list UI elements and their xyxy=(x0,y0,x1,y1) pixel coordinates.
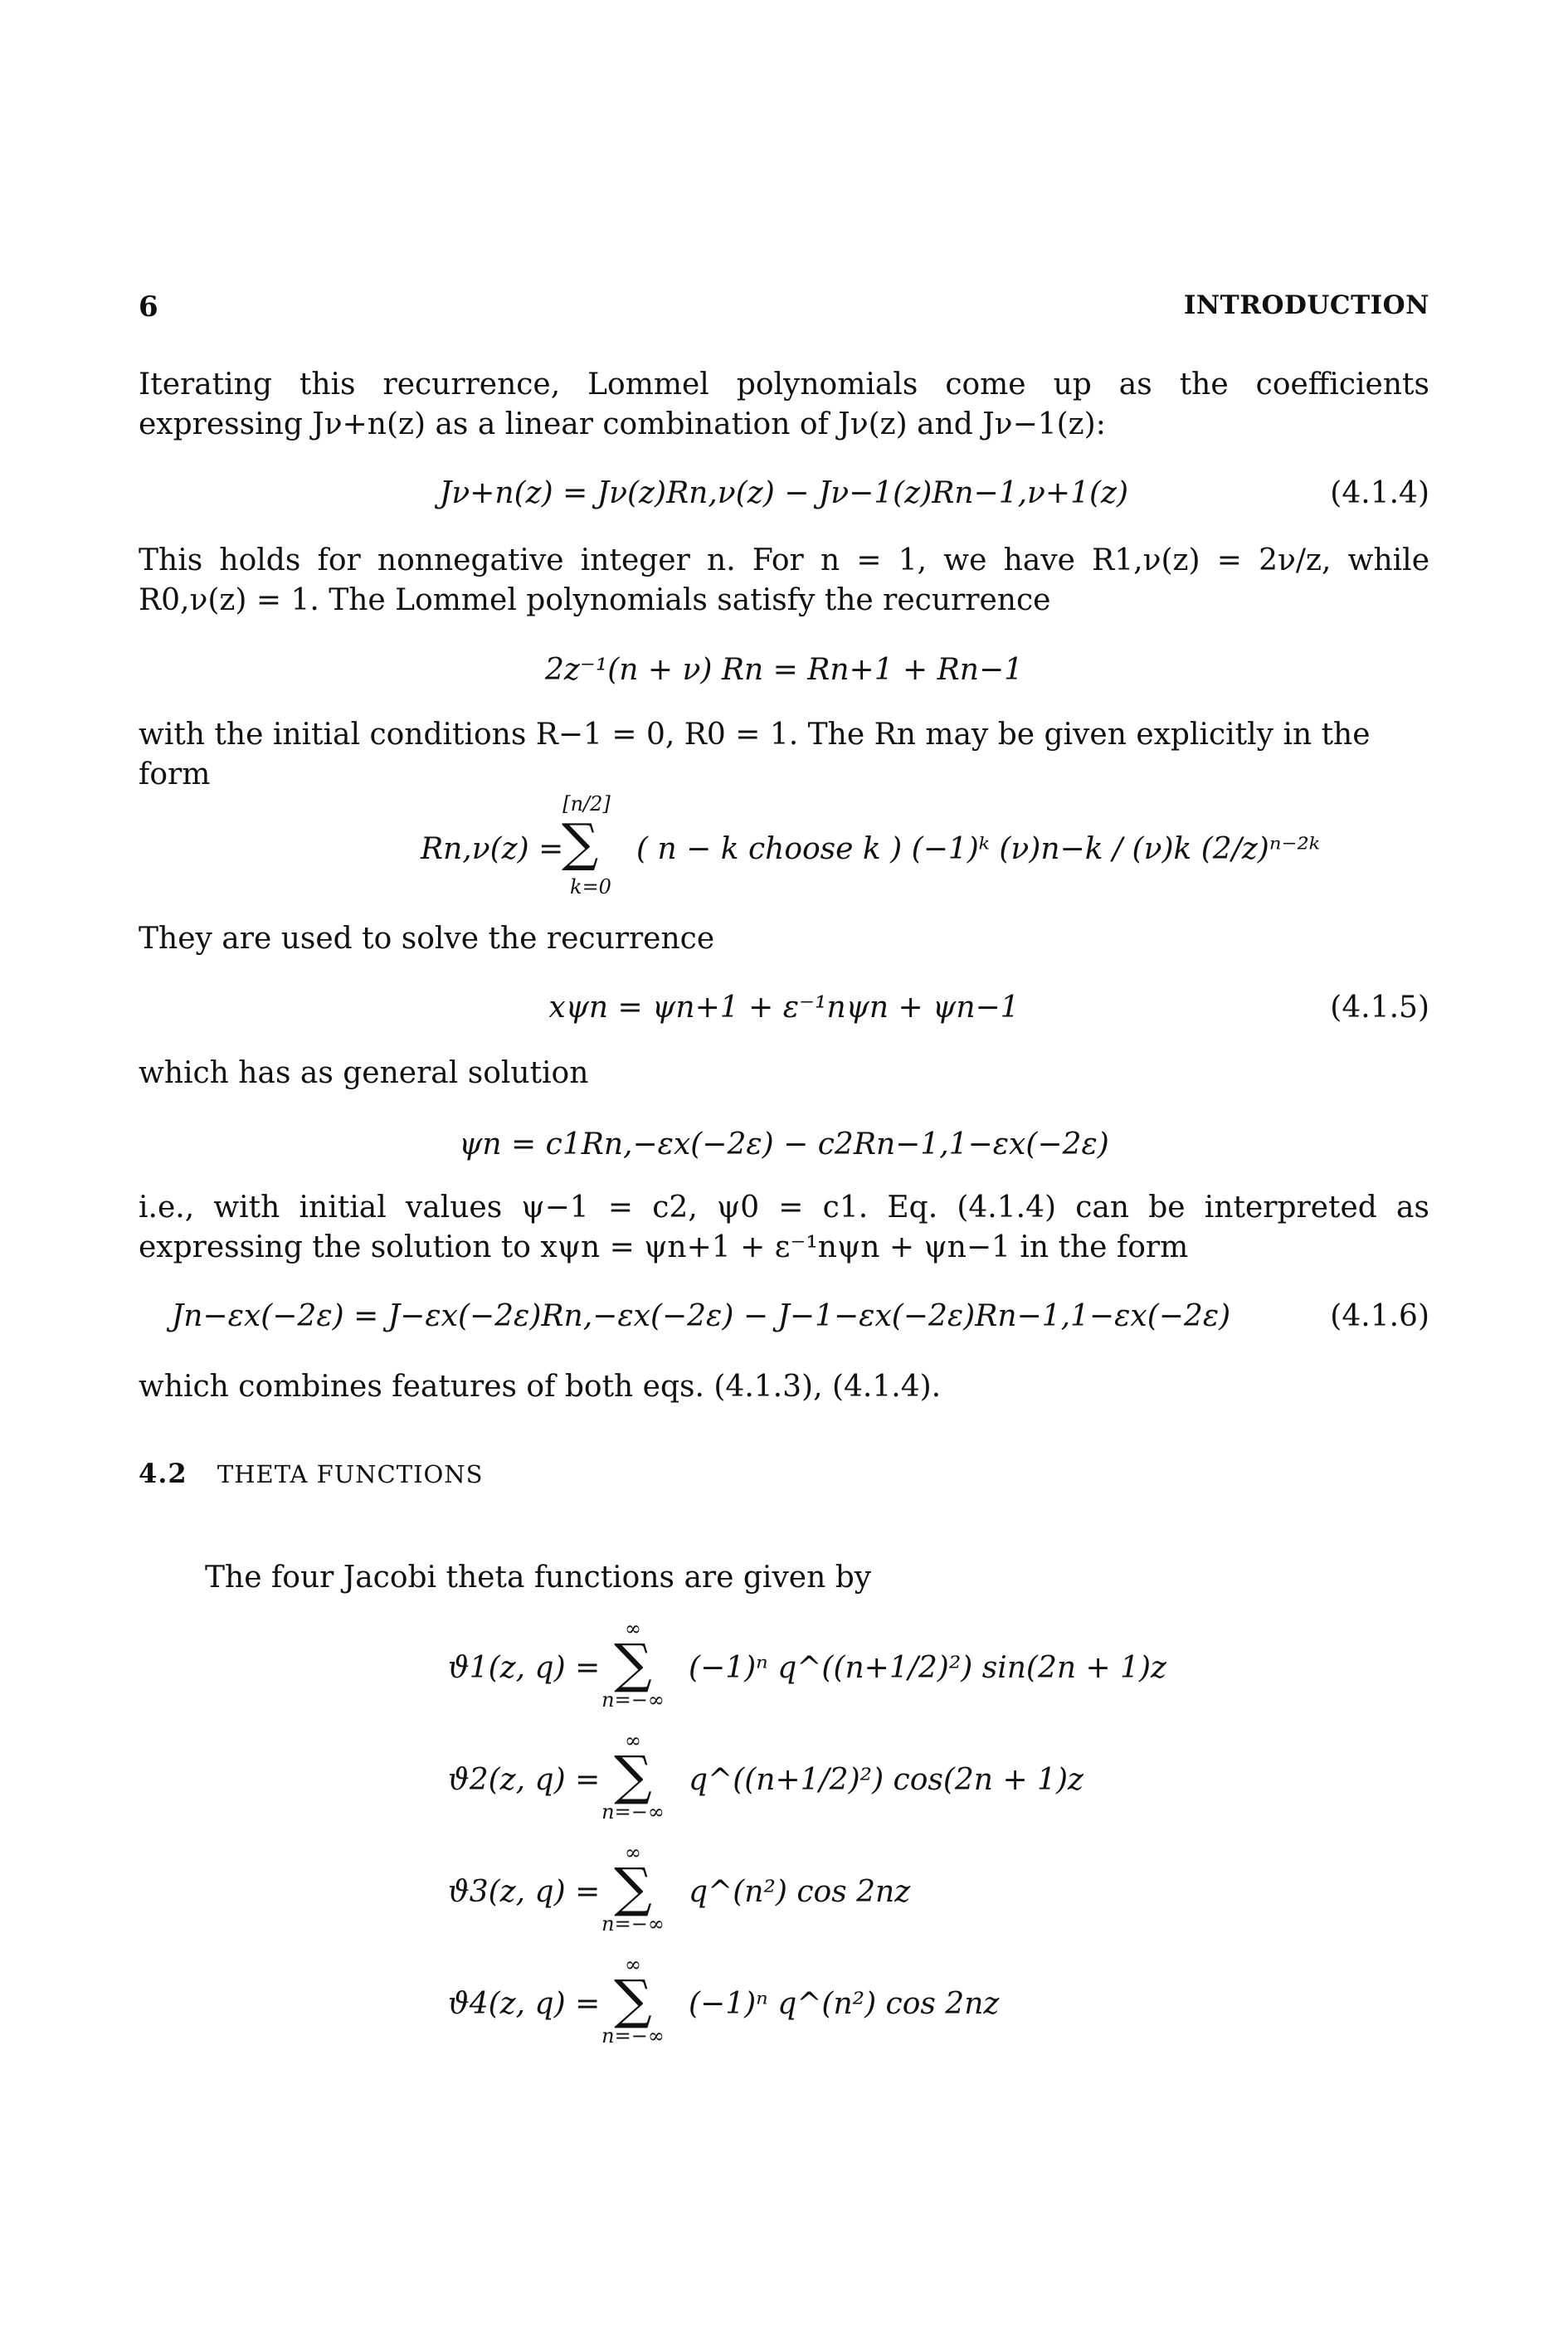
paragraph-combines: which combines features of both eqs. (4.1.3), (4.1.4). xyxy=(139,1370,942,1404)
paragraph-theta-intro: The four Jacobi theta functions are given by xyxy=(205,1561,872,1595)
equation-rhs: (−1)ⁿ q^(n²) cos 2nz xyxy=(689,1987,1000,2021)
sum-upper-limit: ∞ xyxy=(625,1617,641,1640)
paragraph-general-solution: which has as general solution xyxy=(139,1056,589,1090)
equation-body: xψn = ψn+1 + ε⁻¹nψn + ψn−1 xyxy=(548,991,1020,1025)
paragraph-lommel-intro: Iterating this recurrence, Lommel polynomials come up as the coefficients expressing Jν+n(z) as a linear combination of Jν(z) and Jν−1(z): xyxy=(139,368,1429,441)
section-heading xyxy=(139,1458,484,1489)
section-title: THETA FUNCTIONS xyxy=(217,1460,484,1488)
section-number: 4.2 xyxy=(139,1458,187,1489)
paragraph-initial-conditions: with the initial conditions R−1 = 0, R0 = 1. The Rn may be given explicitly in the form xyxy=(139,718,1371,791)
sum-lower-limit: n=−∞ xyxy=(601,2024,665,2048)
equation-lhs: ϑ4(z, q) = xyxy=(448,1987,601,2021)
equation-4-1-5 xyxy=(139,983,1429,1033)
equation-number: (4.1.5) xyxy=(1330,991,1429,1025)
sum-upper-limit: ∞ xyxy=(625,1953,641,1976)
summation xyxy=(596,1618,670,1711)
running-head: INTRODUCTION xyxy=(1183,290,1429,320)
summation-icon: ∑ xyxy=(614,1634,652,1695)
equation-body: 2z⁻¹(n + ν) Rn = Rn+1 + Rn−1 xyxy=(544,653,1024,687)
equation-lhs: ϑ1(z, q) = xyxy=(448,1651,601,1685)
sum-lower-limit: n=−∞ xyxy=(601,1800,665,1824)
equation-4-1-4 xyxy=(139,469,1429,519)
sum-lower-limit: k=0 xyxy=(570,875,611,898)
equation-body: ψn = c1Rn,−εx(−2ε) − c2Rn−1,1−εx(−2ε) xyxy=(459,1127,1109,1161)
summation-icon: ∑ xyxy=(614,1858,652,1919)
paragraph-nonnegative: This holds for nonnegative integer n. For n = 1, we have R1,ν(z) = 2ν/z, while R0,ν(z) = 1. The Lommel polynomials satisfy the recurrence xyxy=(139,543,1429,617)
page-header xyxy=(139,290,1429,324)
equation-number: (4.1.6) xyxy=(1330,1299,1429,1333)
sum-upper-limit: ∞ xyxy=(625,1729,641,1752)
summation xyxy=(596,1842,670,1935)
equation-theta-4 xyxy=(448,1954,1195,2062)
summation-icon: ∑ xyxy=(614,1970,652,2031)
summation-icon: ∑ xyxy=(614,1746,652,1807)
equation-theta-1 xyxy=(448,1618,1195,1726)
equation-lhs: Rn,ν(z) = xyxy=(421,832,564,866)
equation-lhs: ϑ2(z, q) = xyxy=(448,1763,601,1797)
sum-upper-limit: ∞ xyxy=(625,1841,641,1864)
equation-theta-2 xyxy=(448,1730,1195,1838)
equation-rhs: ( n − k choose k ) (−1)ᵏ (ν)n−k / (ν)k (2/z)ⁿ⁻²ᵏ xyxy=(636,832,1321,866)
equation-number: (4.1.4) xyxy=(1330,476,1429,510)
equation-lommel-explicit xyxy=(139,792,1429,900)
summation-icon: ∑ xyxy=(562,812,599,873)
sum-upper-limit: [n/2] xyxy=(562,792,611,816)
sum-lower-limit: n=−∞ xyxy=(601,1688,665,1712)
equation-body: Jn−εx(−2ε) = J−εx(−2ε)Rn,−εx(−2ε) − J−1−εx(−2ε)Rn−1,1−εx(−2ε) xyxy=(171,1299,1231,1333)
equation-lommel-recurrence xyxy=(139,645,1429,695)
equation-rhs: (−1)ⁿ q^((n+1/2)²) sin(2n + 1)z xyxy=(689,1651,1167,1685)
equation-general-solution xyxy=(139,1120,1429,1170)
equation-4-1-6 xyxy=(139,1292,1429,1342)
equation-lhs: ϑ3(z, q) = xyxy=(448,1875,601,1909)
equation-body: Jν+n(z) = Jν(z)Rn,ν(z) − Jν−1(z)Rn−1,ν+1(z) xyxy=(439,476,1129,510)
summation xyxy=(596,1730,670,1823)
equation-rhs: q^(n²) cos 2nz xyxy=(689,1875,911,1909)
page-number: 6 xyxy=(139,290,158,324)
sum-lower-limit: n=−∞ xyxy=(601,1912,665,1936)
paragraph-solve: They are used to solve the recurrence xyxy=(139,922,715,956)
summation xyxy=(596,1954,670,2047)
equation-theta-3 xyxy=(448,1842,1195,1950)
paragraph-initial-values: i.e., with initial values ψ−1 = c2, ψ0 = c1. Eq. (4.1.4) can be interpreted as expressing the solution to xψn = ψn+1 + ε⁻¹nψn + ψn−1 in the form xyxy=(139,1191,1429,1264)
equation-rhs: q^((n+1/2)²) cos(2n + 1)z xyxy=(689,1763,1083,1797)
